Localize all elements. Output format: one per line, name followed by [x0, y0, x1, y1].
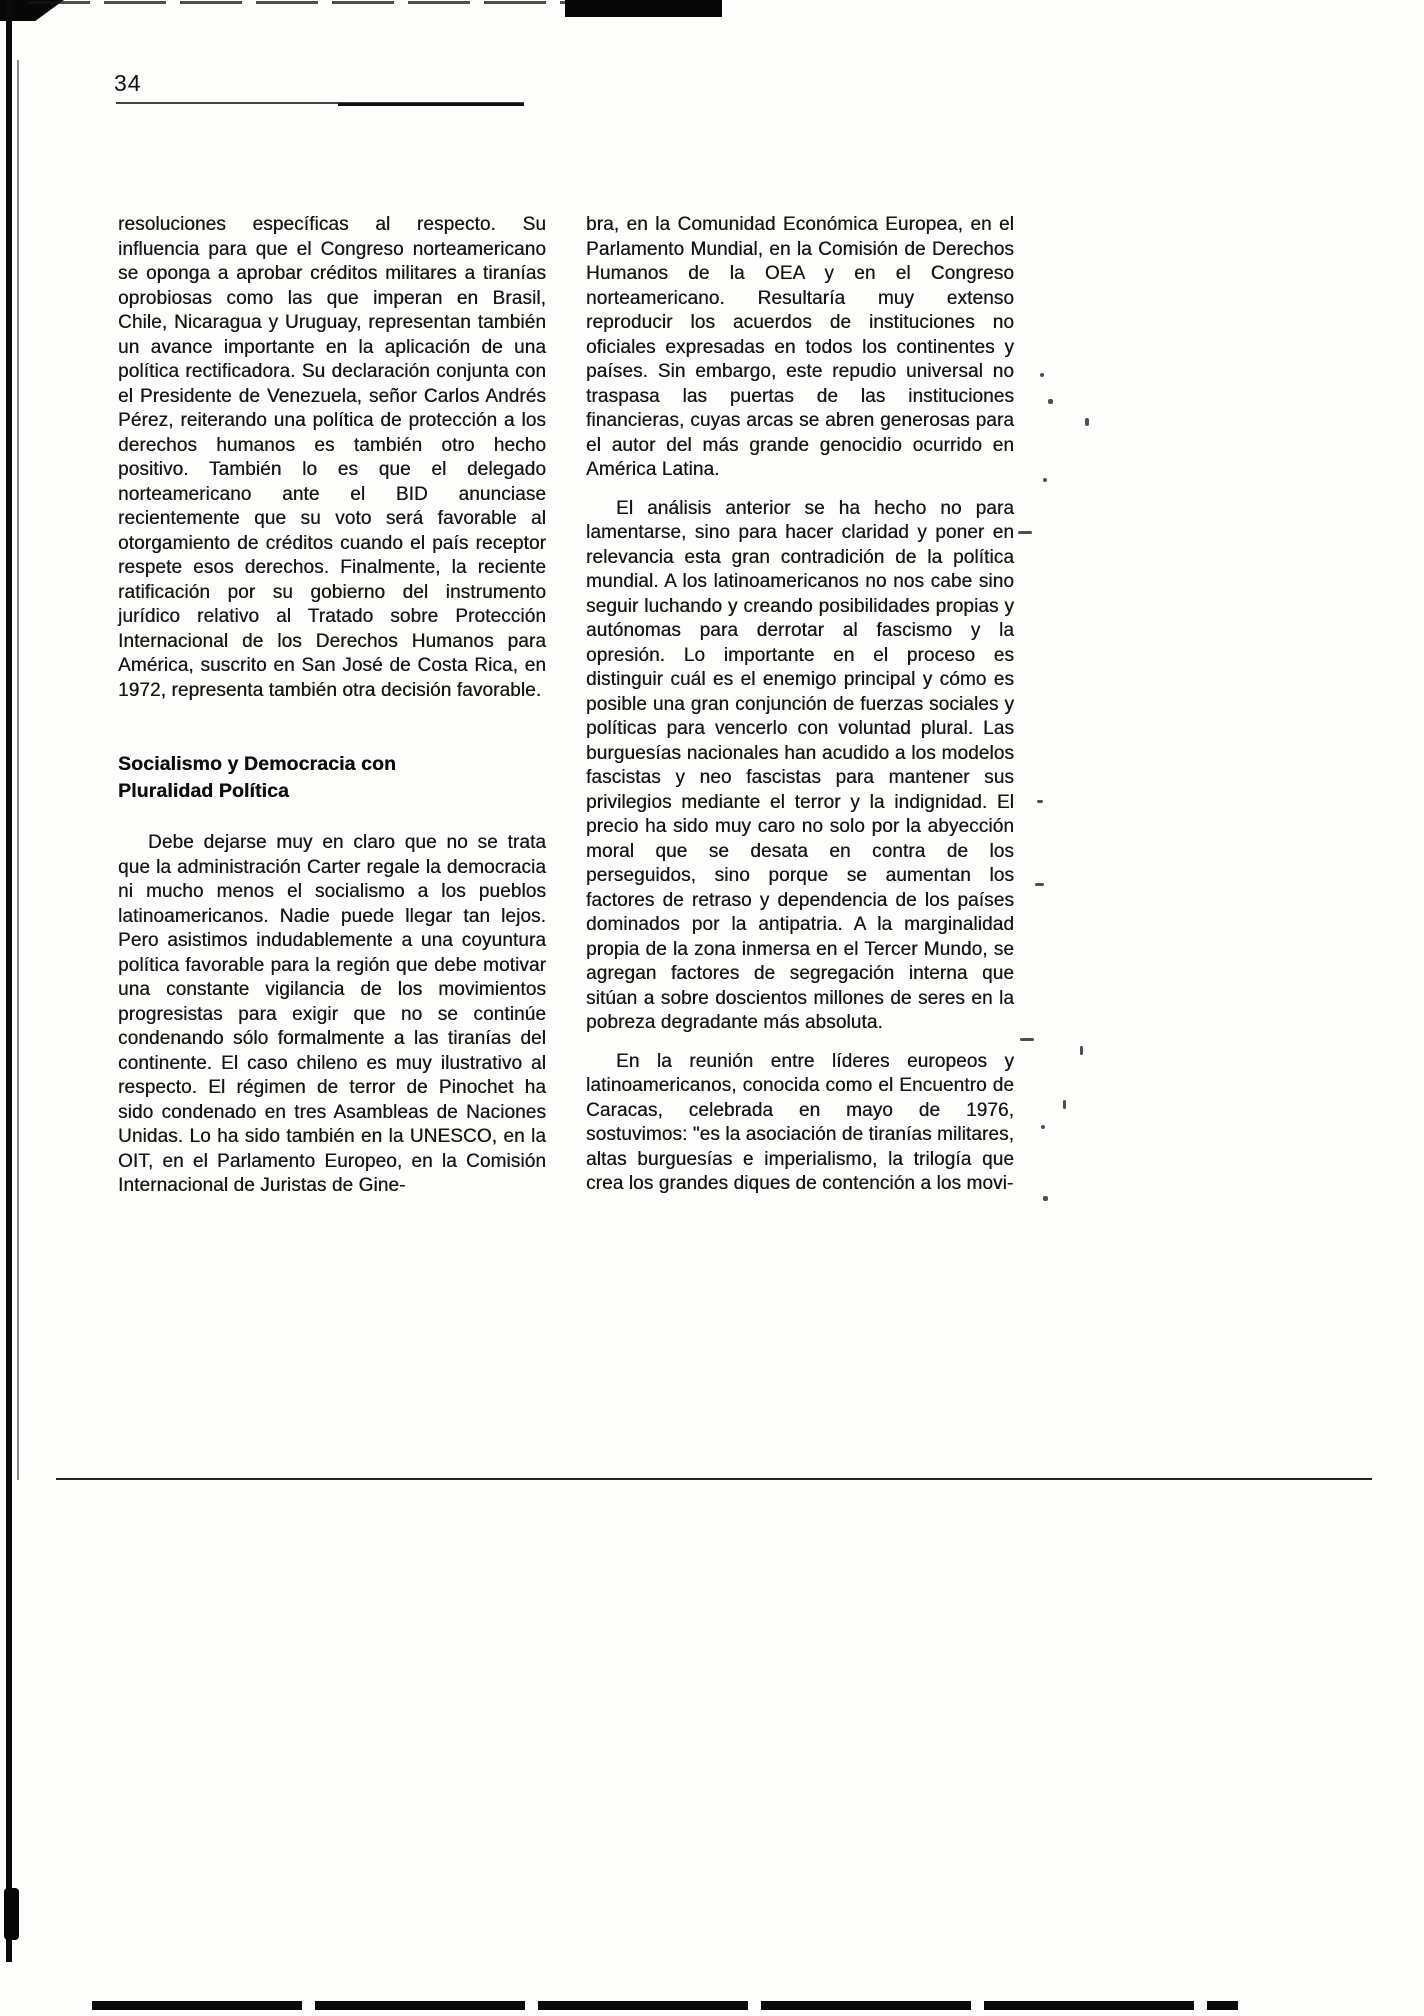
page-header: [114, 70, 534, 97]
scan-speck: [1018, 531, 1032, 534]
text-columns: [118, 213, 1014, 1199]
scan-speck: [1043, 478, 1047, 482]
scan-artifact-top-bar: [565, 0, 722, 17]
paragraph: El análisis anterior se ha hecho no para lamentarse, sino para hacer claridad y poner en relevancia esta gran contradición de la política mundial. A los latinoamericanos no nos cabe sino seguir luchando y creando posibilidades propias y autónomas para derrotar al fascismo y la opresión. Lo importante en el proceso es distinguir cuál es el enemigo principal y cómo es posible una gran conjunción de fuerzas sociales y políticas para vencerlo con voluntad plural. Las burguesías nacionales han acudido a los modelos fascistas y neo fascistas para mantener sus privilegios mediante el terror y la indignidad. El precio ha sido muy caro no solo por la abyección moral que se desata en contra de los perseguidos, sino porque se aumentan los factores de retraso y dependencia de los países dominados por la antipatria. A la marginalidad propia de la zona inmersa en el Tercer Mundo, se agregan factores de segregación interna que sitúan a sobre doscientos millones de seres en la pobreza degradante más absoluta.: [586, 497, 1014, 1033]
section-heading-line-1: Socialismo y Democracia con: [118, 753, 396, 775]
scan-speck: [1048, 399, 1053, 404]
scan-speck: [1063, 1100, 1066, 1109]
right-column: [586, 213, 1014, 1199]
scan-artifact-blob: [4, 1888, 19, 1940]
paragraph: resoluciones específicas al respecto. Su influencia para que el Congreso norteamericano se oponga a aprobar créditos militares a tiranías oprobiosas como las que imperan en Brasil, Chile, Nicaragua y Uruguay, representan también un avance importante en la aplicación de una política rectificadora. Su declaración conjunta con el Presidente de Venezuela, señor Carlos Andrés Pérez, reiterando una política de protección a los derechos humanos es también otro hecho positivo. También lo es que el delegado norteamericano ante el BID anunciase recientemente que su voto será favorable al otorgamiento de créditos cuando el país receptor respete esos derechos. Finalmente, la reciente ratificación por su gobierno del instrumento jurídico relativo al Tratado sobre Protección Internacional de los Derechos Humanos para América, suscrito en San José de Costa Rica, en 1972, representa también otra decisión favorable.: [118, 214, 546, 701]
page-number: 34: [114, 70, 142, 96]
section-heading: [118, 751, 546, 805]
scan-speck: [1037, 800, 1043, 803]
scan-speck: [1041, 1125, 1045, 1129]
scan-artifact-bottom-dashes: [92, 2001, 1238, 2010]
header-rule: [116, 102, 524, 104]
footer-rule: [56, 1478, 1372, 1480]
paragraph: bra, en la Comunidad Económica Europea, en el Parlamento Mundial, en la Comisión de Derechos Humanos de la OEA y en el Congreso norteamericano. Resultaría muy extenso reproducir los acuerdos de instituciones no oficiales expresadas en todos los continentes y países. Sin embargo, este repudio universal no traspasa las puertas de las instituciones financieras, cuyas arcas se abren generosas para el autor del más grande genocidio ocurrido en América Latina.: [586, 214, 1014, 480]
scan-artifact-binding-line: [6, 0, 12, 1962]
scan-speck: [1035, 883, 1044, 886]
scan-speck: [1020, 1038, 1034, 1041]
section-heading-line-2: Pluralidad Política: [118, 780, 289, 802]
paragraph: Debe dejarse muy en claro que no se trata que la administración Carter regale la democracia ni mucho menos el socialismo a los pueblos latinoamericanos. Nadie puede llegar tan lejos. Pero asistimos indudablemente a una coyuntura política favorable para la región que debe motivar una constante vigilancia de los movimientos progresistas para exigir que no se continúe condenando sólo formalmente a las tiranías del continente. El caso chileno es muy ilustrativo al respecto. El régimen de terror de Pinochet ha sido condenado en tres Asambleas de Naciones Unidas. Lo ha sido también en la UNESCO, en la OIT, en el Parlamento Europeo, en la Comisión Internacional de Juristas de Gine-: [118, 832, 546, 1196]
scan-speck: [1043, 1196, 1048, 1201]
scan-artifact-top-line: [28, 1, 566, 4]
left-column: [118, 213, 546, 1199]
scan-speck: [1040, 373, 1044, 377]
paragraph: En la reunión entre líderes europeos y latinoamericanos, conocida como el Encuentro de Caracas, celebrada en mayo de 1976, sostuvimos: "es la asociación de tiranías militares, altas burguesías e imperialismo, la trilogía que crea los grandes diques de contención a los movi-: [586, 1050, 1015, 1194]
scan-speck: [1080, 1046, 1083, 1055]
scan-artifact-binding-line-thin: [17, 60, 19, 1480]
scan-speck: [1085, 418, 1089, 426]
